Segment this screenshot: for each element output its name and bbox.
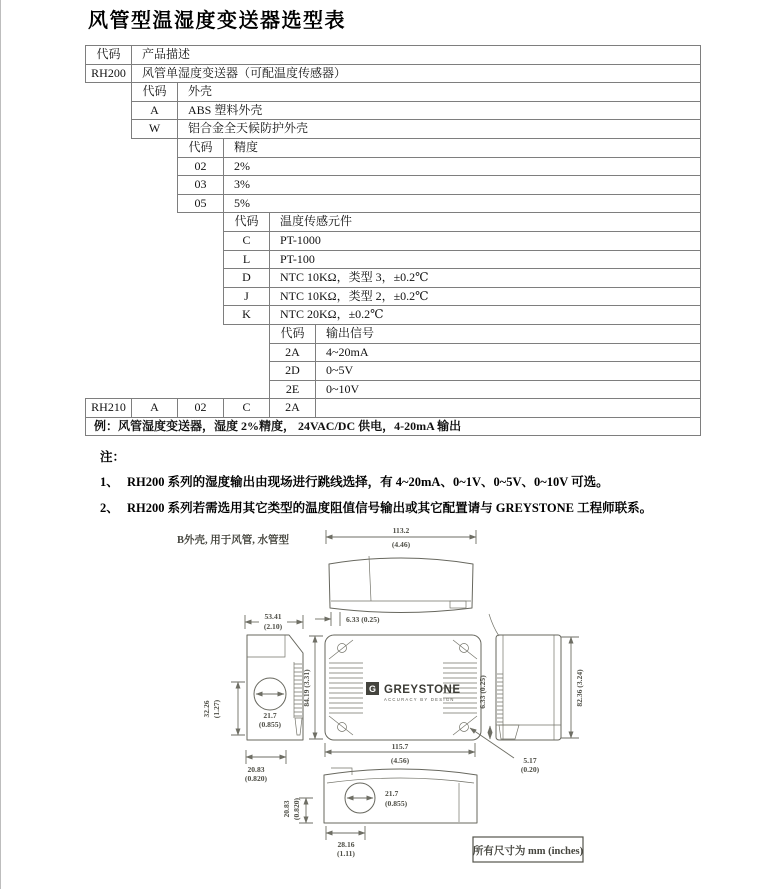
dim-side-height-mm: 32.26 (202, 700, 211, 718)
logo-icon-letter: G (368, 684, 377, 694)
table-row (223, 287, 701, 307)
code-cell: 02 (178, 158, 224, 176)
dim-right-height (561, 637, 584, 738)
description-cell: 温度传感元件 (280, 214, 353, 229)
code-cell: C (224, 232, 270, 250)
dim-side-bottom (245, 750, 286, 783)
logo-tagline: ACCURACY BY DESIGN (384, 697, 455, 702)
code-cell: D (224, 269, 270, 287)
table-row (223, 231, 701, 251)
code-cell: 代码 (270, 325, 316, 343)
table-row (223, 212, 701, 232)
dim-front-width-in: (4.56) (390, 756, 410, 765)
description-cell: 风管单湿度变送器（可配温度传感器） (142, 65, 347, 80)
notes-label: 注： (100, 450, 126, 464)
dim-side-probe-in: (0.855) (258, 720, 282, 729)
dim-bottom-width-in: (1.11) (337, 849, 355, 858)
dimension-drawing (163, 522, 723, 887)
example-note-row (85, 417, 701, 437)
dim-front-offset (315, 612, 380, 626)
description-cell: 4~20mA (326, 344, 369, 359)
description-cell: 2% (234, 158, 250, 173)
table-row (85, 45, 701, 65)
dim-right-offset-label: 6.33 (0.25) (478, 675, 487, 709)
dim-front-offset-label: 6.33 (0.25) (346, 615, 380, 624)
code-cell: 05 (178, 195, 224, 213)
description-cell: 5% (234, 195, 250, 210)
table-row (223, 250, 701, 270)
dim-side-height (202, 682, 245, 735)
note-text: RH200 系列若需选用其它类型的温度阻值信号输出或其它配置请与 GREYSTONE 工程师联系。 (127, 501, 653, 515)
description-cell: PT-100 (280, 251, 315, 266)
dim-front-height (302, 636, 323, 739)
dim-side-probe-mm: 21.7 (263, 711, 277, 720)
right-view-outline (489, 614, 561, 740)
description-cell: 3% (234, 177, 250, 192)
dim-bottom-height (282, 797, 313, 823)
table-row (269, 343, 701, 363)
page-title: 风管型温湿度变送器选型表 (88, 10, 346, 32)
example-code-row (85, 398, 701, 418)
table-row (177, 138, 701, 158)
description-cell: NTC 20KΩ，±0.2℃ (280, 307, 384, 322)
table-row (269, 361, 701, 381)
dim-side-width (245, 612, 303, 631)
description-cell: NTC 10KΩ，类型 2，±0.2℃ (280, 288, 429, 303)
table-row (85, 64, 701, 84)
code-cell: A (132, 102, 178, 120)
dim-top-width (326, 526, 476, 549)
code-cell: L (224, 251, 270, 269)
dim-right-height-label: 82.36 (3.24) (575, 669, 584, 707)
code-cell: K (224, 306, 270, 324)
table-row (131, 82, 701, 102)
bottom-view-outline (324, 768, 477, 823)
table-row (131, 101, 701, 121)
dim-front-width-mm: 115.7 (391, 742, 409, 751)
dim-side-width-in: (2.10) (263, 622, 283, 631)
notes-section (100, 447, 652, 524)
table-row (131, 119, 701, 139)
code-cell: C (224, 399, 270, 417)
empty-cell (316, 399, 700, 417)
dim-top-width-mm: 113.2 (392, 526, 410, 535)
code-cell: RH210 (86, 399, 132, 417)
description-cell: 输出信号 (326, 325, 375, 340)
dim-lip (470, 728, 540, 774)
drawing-caption: B外壳, 用于风管, 水管型 (177, 535, 290, 546)
code-cell: 代码 (178, 139, 224, 157)
description-cell: 0~10V (326, 381, 360, 396)
dim-side-bottom-in: (0.820) (244, 774, 268, 783)
description-cell: 0~5V (326, 363, 354, 378)
description-cell: 铝合金全天候防护外壳 (188, 121, 309, 136)
dim-lip-mm: 5.17 (523, 756, 537, 765)
description-cell: 产品描述 (142, 47, 191, 61)
example-note: 例：风管湿度变送器，湿度 2%精度， 24VAC/DC 供电，4-20mA 输出 (94, 418, 462, 433)
dim-front-height-label: 84.19 (3.31) (302, 669, 311, 707)
code-cell: J (224, 288, 270, 306)
note-item (100, 472, 652, 490)
dim-bottom-height-mm: 20.83 (282, 800, 291, 818)
table-row (177, 157, 701, 177)
dim-lip-in: (0.20) (520, 765, 540, 774)
dim-bottom-height-in: (0.820) (292, 797, 301, 821)
selection-table (85, 45, 701, 436)
code-cell: 2E (270, 381, 316, 399)
code-cell: A (132, 399, 178, 417)
note-number: 2、 (100, 501, 119, 515)
dim-top-width-in: (4.46) (391, 540, 411, 549)
code-cell: 代码 (86, 46, 132, 64)
note-text: RH200 系列的湿度输出由现场进行跳线选择，有 4~20mA、0~1V、0~5V、0~10V 可选。 (127, 475, 609, 489)
code-cell: 2A (270, 344, 316, 362)
note-number: 1、 (100, 475, 119, 489)
units-note: 所有尺寸为 mm (inches) (472, 846, 584, 857)
table-row (269, 324, 701, 344)
dim-bottom-width (326, 826, 365, 858)
dim-front-width (325, 742, 475, 765)
dim-bottom-probe-mm: 21.7 (385, 789, 399, 798)
description-cell: 精度 (234, 139, 259, 154)
description-cell: 外壳 (188, 84, 213, 99)
table-row (223, 305, 701, 325)
table-row (177, 194, 701, 214)
description-cell: ABS 塑料外壳 (188, 102, 263, 117)
code-cell: 代码 (132, 83, 178, 101)
dim-side-width-mm: 53.41 (264, 612, 282, 621)
table-row (177, 175, 701, 195)
dim-bottom-probe-in: (0.855) (385, 799, 408, 808)
table-row (223, 268, 701, 288)
table-row (269, 380, 701, 400)
code-cell: 代码 (224, 213, 270, 231)
code-cell: 2D (270, 362, 316, 380)
greystone-logo (366, 682, 461, 702)
description-cell: NTC 10KΩ，类型 3，±0.2℃ (280, 270, 429, 285)
note-item (100, 498, 652, 516)
dim-bottom-width-mm: 28.16 (337, 840, 355, 849)
top-view-outline (329, 556, 473, 613)
dim-side-bottom-mm: 20.83 (247, 765, 265, 774)
code-cell: 2A (270, 399, 316, 417)
code-cell: RH200 (86, 65, 132, 83)
code-cell: 02 (178, 399, 224, 417)
code-cell: W (132, 120, 178, 138)
code-cell: 03 (178, 176, 224, 194)
description-cell: PT-1000 (280, 232, 321, 247)
units-note-box (473, 837, 584, 862)
dim-side-height-in: (1.27) (212, 699, 221, 719)
logo-name: GREYSTONE (384, 684, 461, 696)
dim-right-offset (478, 675, 490, 739)
